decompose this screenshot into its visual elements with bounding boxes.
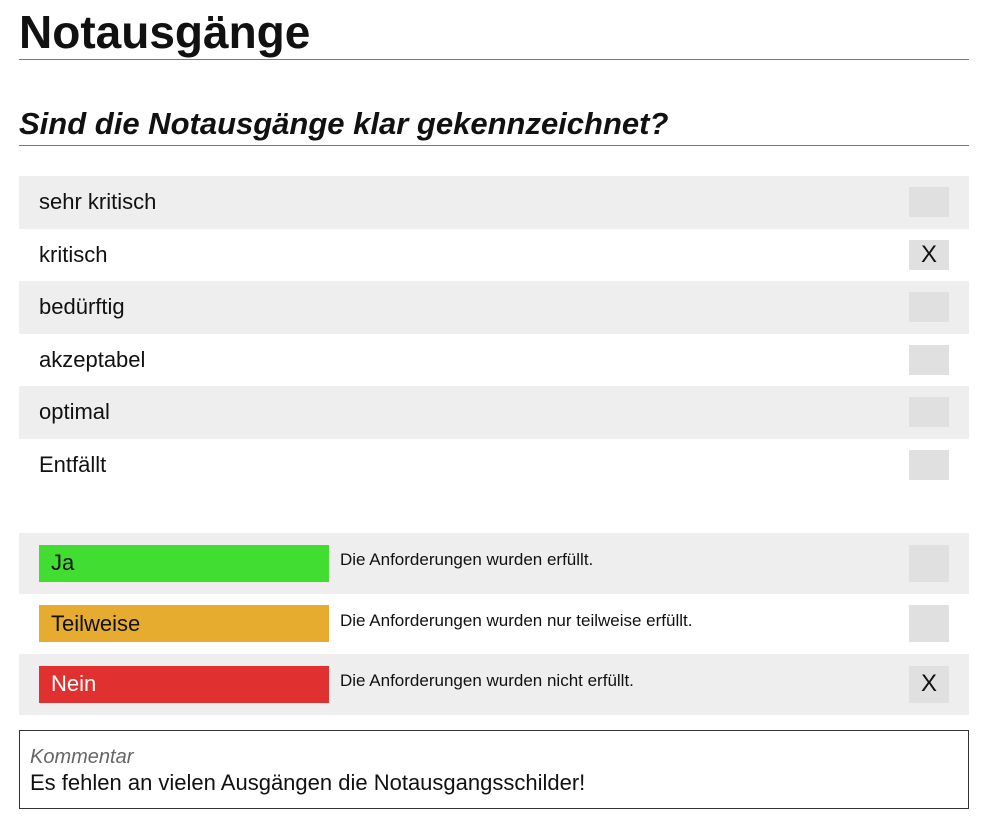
status-description: Die Anforderungen wurden nicht erfüllt. [340, 671, 634, 690]
rating-label: sehr kritisch [39, 189, 157, 215]
rating-row-akzeptabel [19, 334, 969, 387]
rating-row-sehr-kritisch [19, 176, 969, 229]
status-description: Die Anforderungen wurden nur teilweise erfüllt. [340, 610, 693, 630]
rating-label: Entfällt [39, 451, 107, 477]
status-list [19, 533, 969, 715]
status-checkbox[interactable]: X [909, 666, 949, 703]
rating-checkbox[interactable] [909, 397, 949, 427]
rating-checkbox[interactable] [909, 450, 949, 480]
status-description: Die Anforderungen wurden erfüllt. [340, 550, 594, 569]
page-title: Notausgänge [19, 0, 969, 60]
comment-box[interactable] [19, 730, 969, 809]
comment-text: Es fehlen an vielen Ausgängen die Notausgangsschilder! [30, 770, 586, 795]
status-row-teilweise [19, 594, 969, 655]
status-label: Ja [39, 545, 329, 582]
status-label: Nein [39, 666, 329, 703]
rating-row-kritisch [19, 229, 969, 282]
rating-checkbox[interactable]: X [909, 240, 949, 270]
rating-label: optimal [39, 399, 110, 425]
rating-label: bedürftig [39, 294, 125, 320]
status-checkbox[interactable] [909, 545, 949, 582]
rating-label: kritisch [39, 241, 108, 267]
rating-row-entfaellt [19, 439, 969, 492]
rating-checkbox[interactable] [909, 292, 949, 322]
rating-row-optimal [19, 386, 969, 439]
rating-label: akzeptabel [39, 346, 146, 372]
status-row-ja [19, 533, 969, 594]
page [19, 0, 969, 715]
rating-list [19, 176, 969, 491]
rating-checkbox[interactable] [909, 187, 949, 217]
rating-checkbox[interactable] [909, 345, 949, 375]
question-heading: Sind die Notausgänge klar gekennzeichnet? [19, 104, 969, 146]
comment-label: Kommentar [30, 746, 134, 768]
status-checkbox[interactable] [909, 605, 949, 642]
status-label: Teilweise [39, 605, 329, 642]
rating-row-beduerftig [19, 281, 969, 334]
status-row-nein [19, 654, 969, 715]
